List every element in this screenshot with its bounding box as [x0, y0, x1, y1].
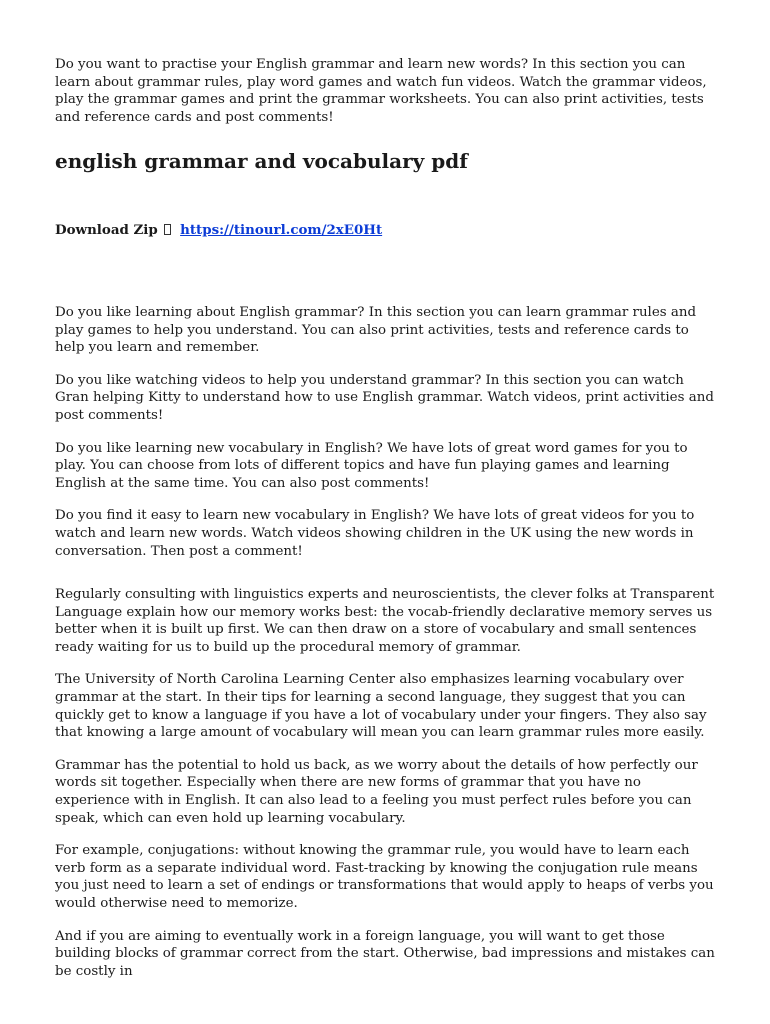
- paragraph: Regularly consulting with linguistics experts and neuroscientists, the clever folks at Transparent Language explain how our memory works best: the vocab-friendly declarative memory serves us better when it is built up first. We can then draw on a store of vocabulary and small sentences ready waiting for us to build up the procedural memory of grammar.: [55, 587, 715, 655]
- paragraph: The University of North Carolina Learning Center also emphasizes learning vocabulary over grammar at the start. In their tips for learning a second language, they suggest that you can quickly get to know a language if you have a lot of vocabulary under your fingers. They also say that knowing a large amount of vocabulary will mean you can learn grammar rules more easily.: [55, 672, 707, 741]
- paragraph: Do you like watching videos to help you understand grammar? In this section you can watch Gran helping Kitty to understand how to use English grammar. Watch videos, print activities and post comments!: [55, 372, 714, 423]
- paragraph: Do you like learning about English grammar? In this section you can learn grammar rules and play games to help you understand. You can also print activities, tests and reference cards to help you learn and remember.: [55, 304, 697, 356]
- download-line: [55, 222, 719, 240]
- download-link[interactable]: https://tinourl.com/2xE0Ht: [180, 222, 383, 239]
- paragraph: And if you are aiming to eventually work in a foreign language, you will want to get those building blocks of grammar correct from the start. Otherwise, bad impressions and mistakes can be costly in: [55, 928, 715, 979]
- paragraph: For example, conjugations: without knowing the grammar rule, you would have to learn each verb form as a separate individual word. Fast-tracking by knowing the conjugation rule means you just need to learn a set of endings or transformations that would apply to heaps of verbs you would otherwise need to memorize.: [55, 843, 714, 911]
- paragraph: Do you find it easy to learn new vocabulary in English? We have lots of great videos for you to watch and learn new words. Watch videos showing children in the UK using the new words in conversation. Then post a comment!: [55, 508, 695, 559]
- missing-glyph-icon: [164, 224, 171, 235]
- page-title: english grammar and vocabulary pdf: [55, 149, 468, 174]
- content-block-1: [55, 304, 719, 560]
- document-page: [55, 56, 719, 995]
- paragraph: Grammar has the potential to hold us back, as we worry about the details of how perfectly our words sit together. Especially when there are new forms of grammar that you have no experience with in English. It can also lead to a feeling you must perfect rules before you can speak, which can even hold up learning vocabulary.: [55, 757, 698, 826]
- content-block-2: [55, 586, 719, 980]
- intro-paragraph: Do you want to practise your English grammar and learn new words? In this section you can learn about grammar rules, play word games and watch fun videos. Watch the grammar videos, play the grammar games and print the grammar worksheets. You can also print activities, tests and reference cards and post comments!: [55, 57, 707, 125]
- download-label: Download Zip: [55, 222, 158, 239]
- paragraph: Do you like learning new vocabulary in English? We have lots of great word games for you to play. You can choose from lots of different topics and have fun playing games and learning English at the same time. You can also post comments!: [55, 440, 688, 491]
